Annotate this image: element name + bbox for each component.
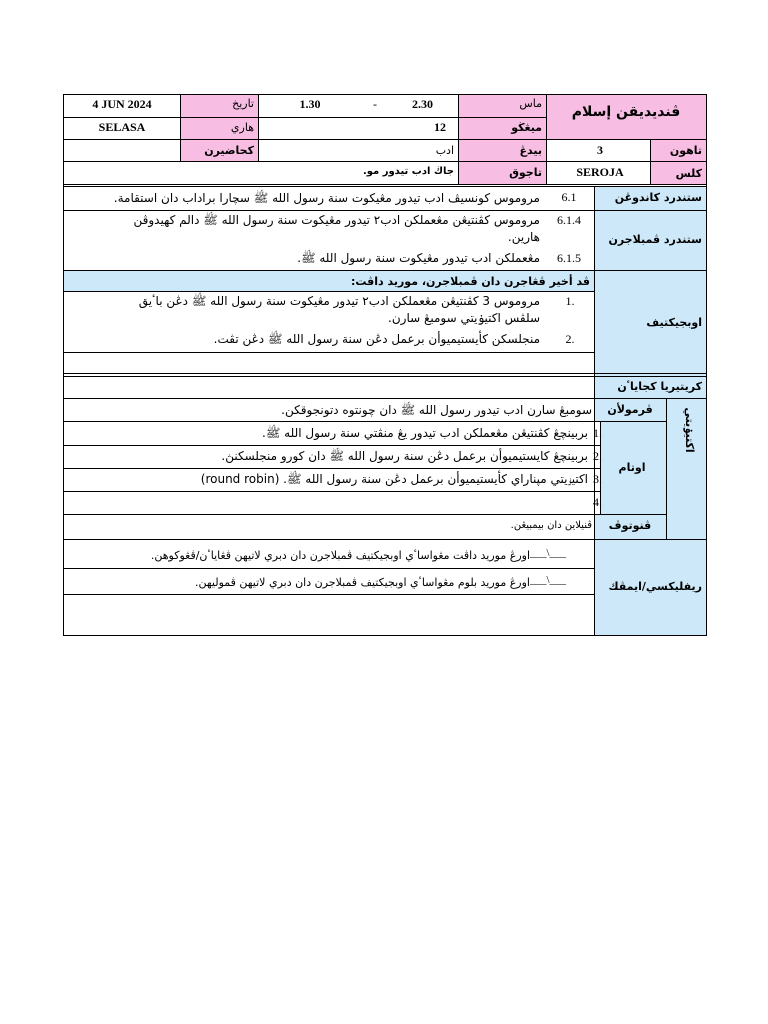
time-label: ماس: [519, 97, 542, 110]
objective-intro: ڤد أخير ڤڠاجرن دان ڤمبلاجرن، موريد داڤت:: [350, 275, 590, 288]
objective-label: اوبجيكتيف: [646, 316, 702, 329]
reflection-blank: ___\___: [530, 547, 567, 559]
main-item-number: 4.: [593, 495, 602, 509]
content-standard-code: 6.1: [561, 190, 577, 204]
week-value: 12: [434, 120, 446, 134]
reflection-text: اورڠ موريد داڤت مڠواساٴي اوبجيكتيف ڤمبلاجرن دان دبري لاتيهن ڤڠاياٴن/ڤڠوكوهن.: [150, 549, 530, 562]
closing-label: ڤنوتوڤ: [608, 519, 652, 532]
topic-label: تاجوق: [509, 166, 542, 179]
learning-standard-code: 6.1.5: [557, 251, 581, 265]
learning-standard-code: 6.1.4: [557, 213, 581, 227]
main-item-text: اكتيۏيتي مڽناراي كأيستيميوأن برعمل دڠن سنة رسول الله ﷺ. (round robin): [200, 472, 588, 486]
reflection-text: اورڠ موريد بلوم مڠواساٴي اوبجيكتيف ڤمبلاجرن دان دبري لاتيهن ڤموليهن.: [194, 576, 530, 589]
day-value: SELASA: [98, 120, 146, 134]
reflection-blank: ___\___: [530, 574, 567, 586]
main-item-number: 2.: [593, 449, 602, 463]
intro-label: ڤرمولأن: [607, 403, 653, 416]
main-item-number: 3.: [593, 472, 602, 486]
time-start: 1.30: [299, 97, 321, 111]
activity-side-label: اكتيۏيتي: [683, 407, 696, 453]
content-standard-text: مروموس كونسيڤ ادب تيدور مڠيكوت سنة رسول الله ﷺ سچارا براداب دان استقامة.: [113, 191, 540, 205]
subject-title: ڤنديديقن إسلام: [571, 104, 681, 120]
main-item-text: بربينچڠ كايستيميوأن برعمل دڠن سنة رسول الله ﷺ دان كورو منجلسكنڽ.: [221, 449, 588, 463]
objective-text: منجلسكن كأيستيميوأن برعمل دڠن سنة رسول الله ﷺ دڠن تڤت.: [213, 332, 540, 346]
closing-text: ڤنيلاين دان بيمبيڠن.: [510, 520, 592, 531]
time-separator: -: [373, 97, 377, 111]
objective-text-cont: سلڤس اكتيۏيتي سومبڠ سارن.: [388, 311, 540, 325]
main-label: اوتام: [618, 461, 646, 474]
year-label: تاهون: [669, 144, 702, 157]
main-item-number: 1.: [593, 426, 602, 440]
objective-text: مروموس 3 كڤنتيڠن مڠعملكن ادب٢ تيدور مڠيكوت سنة رسول الله ﷺ دڠن باٴيق: [138, 294, 540, 308]
year-value: 3: [597, 143, 603, 157]
reflection-label: ريفليكسي/ايمڤك: [608, 580, 702, 593]
learning-standard-label: ستندرد ڤمبلاجرن: [608, 233, 702, 246]
date-label: تاريخ: [232, 97, 254, 110]
learning-standard-text-cont: هارين.: [507, 230, 540, 244]
topic-value: جاڬ ادب تيدور مو.: [362, 166, 454, 177]
intro-text: سومبڠ سارن ادب تيدور رسول الله ﷺ دان چونتوه دتونجوقكن.: [281, 403, 592, 417]
date-value: 4 JUN 2024: [92, 97, 152, 111]
time-end: 2.30: [412, 97, 433, 111]
day-label: هاري: [230, 121, 254, 134]
class-value: SEROJA: [576, 165, 624, 179]
week-label: ميڠڬو: [511, 121, 542, 134]
criteria-label: كريتيريا كجاياٴن: [617, 380, 702, 393]
main-item-text: بربينچڠ كڤنتيڠن مڠعملكن ادب تيدور يڠ منڤتي سنة رسول الله ﷺ.: [262, 426, 588, 440]
field-value: ادب: [435, 144, 454, 157]
attendance-label: كحاضيرن: [204, 144, 254, 157]
content-standard-label: ستندرد كاندوڠن: [614, 191, 702, 204]
field-label: بيدڠ: [519, 144, 542, 157]
objective-number: 2.: [565, 332, 575, 346]
learning-standard-text: مڠعملكن ادب تيدور مڠيكوت سنة رسول الله ﷺ.: [297, 251, 540, 265]
learning-standard-text: مروموس كڤنتيڠن مڠعملكن ادب٢ تيدور مڠيكوت سنة رسول الله ﷺ دالم كهيدوڤن: [133, 213, 540, 227]
class-label: كلس: [675, 167, 702, 180]
objective-number: 1.: [565, 294, 575, 308]
